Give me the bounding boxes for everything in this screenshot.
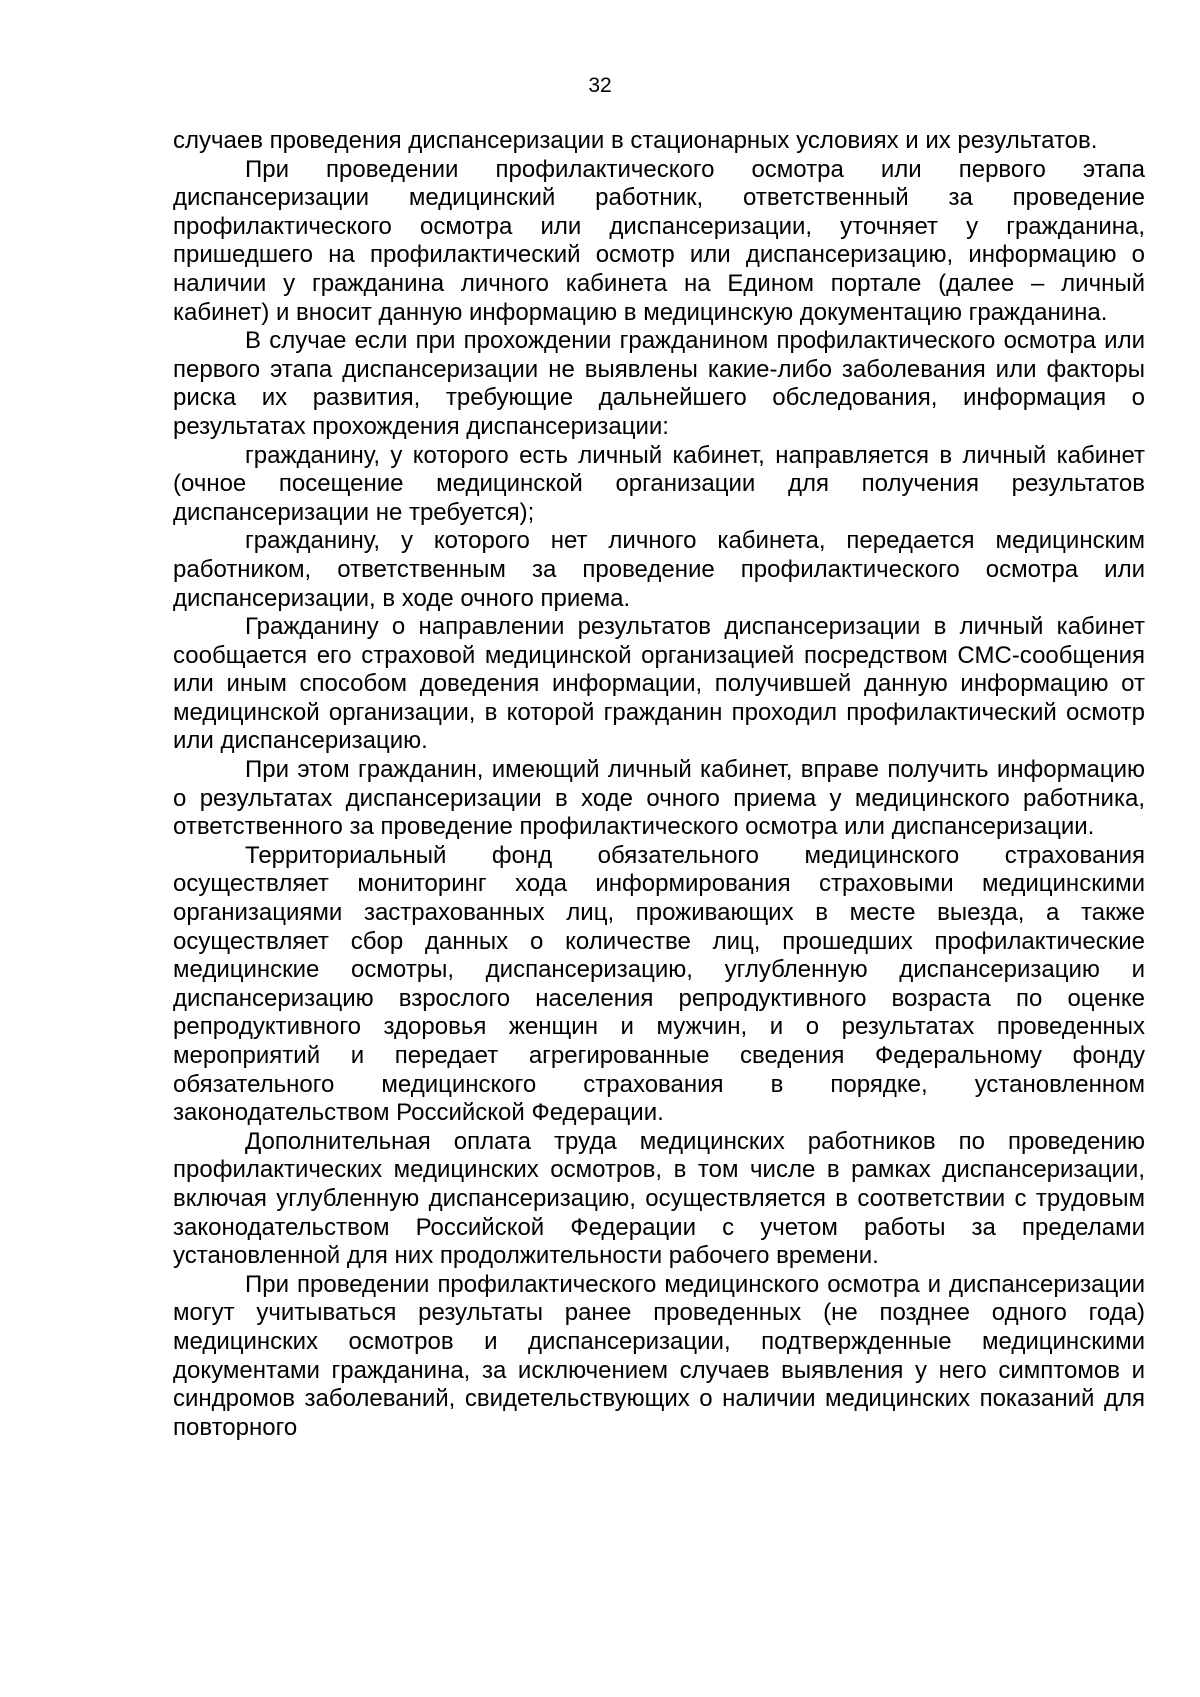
page-number: 32 [588,74,612,97]
document-body [173,127,1145,1442]
paragraph: Гражданину о направлении результатов диспансеризации в личный кабинет сообщается его страховой медицинской организацией посредством СМС-сообщения или иным способом доведения информации, получившей данную информацию от медицинской организации, в которой гражданин проходил профилактический осмотр или диспансеризацию. [173,613,1145,755]
paragraph: При проведении профилактического осмотра или первого этапа диспансеризации медицинский работник, ответственный за проведение профилактического осмотра или диспансеризации, уточняет у гражданина, пришедшего на профилактический осмотр или диспансеризацию, информацию о наличии у гражданина личного кабинета на Едином портале (далее – личный кабинет) и вносит данную информацию в медицинскую документацию гражданина. [173,155,1145,326]
paragraph: Дополнительная оплата труда медицинских работников по проведению профилактических медицинских осмотров, в том числе в рамках диспансеризации, включая углубленную диспансеризацию, осуществляется в соответствии с трудовым законодательством Российской Федерации с учетом работы за пределами установленной для них продолжительности рабочего времени. [173,1127,1145,1270]
list-paragraph: гражданину, у которого есть личный кабинет, направляется в личный кабинет (очное посещение медицинской организации для получения результатов диспансеризации не требуется); [173,441,1145,526]
paragraph-continuation: случаев проведения диспансеризации в стационарных условиях и их результатов. [173,127,1098,154]
list-paragraph: гражданину, у которого нет личного кабинета, передается медицинским работником, ответственным за проведение профилактического осмотра или диспансеризации, в ходе очного приема. [173,527,1145,612]
paragraph: Территориальный фонд обязательного медицинского страхования осуществляет мониторинг хода информирования страховыми медицинскими организациями застрахованных лиц, проживающих в месте выезда, а также осуществляет сбор данных о количестве лиц, прошедших профилактические медицинские осмотры, диспансеризацию, углубленную диспансеризацию и диспансеризацию взрослого населения репродуктивного возраста по оценке репродуктивного здоровья женщин и мужчин, и о результатах проведенных мероприятий и передает агрегированные сведения Федеральному фонду обязательного медицинского страхования в порядке, установленном законодательством Российской Федерации. [173,841,1145,1127]
paragraph: В случае если при прохождении гражданином профилактического осмотра или первого этапа диспансеризации не выявлены какие-либо заболевания или факторы риска их развития, требующие дальнейшего обследования, информация о результатах прохождения диспансеризации: [173,327,1145,440]
paragraph: При этом гражданин, имеющий личный кабинет, вправе получить информацию о результатах диспансеризации в ходе очного приема у медицинского работника, ответственного за проведение профилактического осмотра или диспансеризации. [173,756,1145,841]
paragraph-truncated: При проведении профилактического медицинского осмотра и диспансеризации могут учитываться результаты ранее проведенных (не позднее одного года) медицинских осмотров и диспансеризации, подтвержденные медицинскими документами гражданина, за исключением случаев выявления у него симптомов и синдромов заболеваний, свидетельствующих о наличии медицинских показаний для повторного [173,1270,1145,1441]
